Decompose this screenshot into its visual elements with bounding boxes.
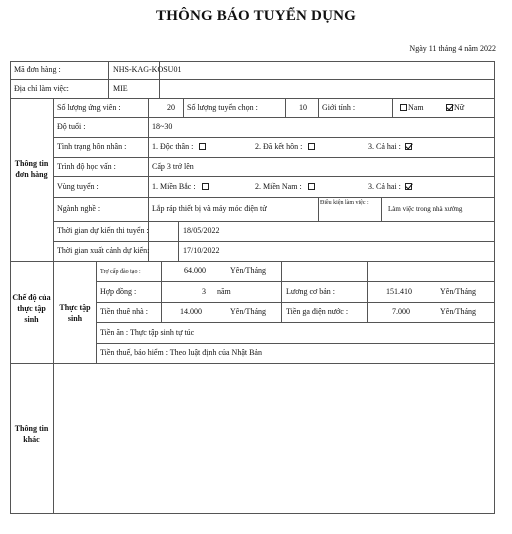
section-trainee-benefits: Chế độ của thực tập sinh	[12, 293, 51, 324]
gender-label: Giới tính :	[322, 103, 356, 112]
section-other-info: Thông tin khác	[14, 424, 49, 444]
age-value: 18~30	[152, 122, 173, 131]
utilities-unit: Yên/Tháng	[440, 307, 476, 316]
section-order-info: Thông tin đơn hàng	[14, 159, 49, 179]
job-value: Lắp ráp thiết bị và máy móc điện tử	[152, 204, 267, 213]
south-checkbox[interactable]	[308, 183, 315, 190]
female-checkbox[interactable]	[446, 104, 453, 111]
marital-both-checkbox[interactable]	[405, 143, 412, 150]
work-condition-value: Làm việc trong nhà xưởng	[388, 205, 463, 213]
rent-unit: Yên/Tháng	[230, 307, 266, 316]
tax-info: Tiền thuế, bảo hiểm : Theo luật định của Nhật Bản	[100, 348, 262, 357]
training-allowance-unit: Yên/Tháng	[230, 266, 266, 275]
region-both-label: 3. Cả hai :	[368, 182, 401, 191]
single-checkbox[interactable]	[199, 143, 206, 150]
marital-both-label: 3. Cả hai :	[368, 142, 401, 151]
basic-salary-unit: Yên/Tháng	[440, 287, 476, 296]
training-allowance-value: 64.000	[184, 266, 206, 275]
selected-count-value: 10	[299, 103, 307, 112]
work-condition-label: Điều kiện làm việc :	[320, 200, 369, 206]
rent-label: Tiền thuê nhà :	[100, 307, 148, 316]
gender-male[interactable]	[400, 103, 424, 113]
region-north-label: 1. Miền Bắc :	[152, 182, 196, 191]
gender-female[interactable]	[446, 103, 464, 113]
recruit-count-value: 20	[167, 103, 175, 112]
married-checkbox[interactable]	[308, 143, 315, 150]
region-both-checkbox[interactable]	[405, 183, 412, 190]
gender-female-label: Nữ	[454, 103, 465, 112]
trainee-label: Thực tập sinh	[59, 303, 91, 323]
depart-date-label: Thời gian xuất cảnh dự kiến:	[57, 246, 150, 255]
other-info-field[interactable]	[54, 364, 494, 513]
region-south-label: 2. Miền Nam :	[255, 182, 302, 191]
selected-count-label: Số lượng tuyển chọn :	[187, 103, 258, 112]
depart-date-value: 17/10/2022	[183, 246, 220, 255]
education-label: Trình độ học vấn :	[57, 162, 116, 171]
male-checkbox[interactable]	[400, 104, 407, 111]
age-label: Độ tuổi :	[57, 122, 86, 131]
exam-date-value: 18/05/2022	[183, 226, 220, 235]
basic-salary-label: Lương cơ bản :	[286, 287, 336, 296]
region-both[interactable]	[368, 182, 412, 192]
contract-unit: năm	[217, 287, 231, 296]
north-checkbox[interactable]	[202, 183, 209, 190]
gender-male-label: Nam	[408, 103, 424, 112]
date-line: Ngày 11 tháng 4 năm 2022	[409, 44, 496, 53]
work-address-value: MIE	[113, 84, 128, 93]
contract-value: 3	[202, 287, 206, 296]
marital-both[interactable]	[368, 142, 412, 152]
job-label: Ngành nghề :	[57, 204, 101, 213]
marital-married[interactable]	[255, 142, 315, 152]
meals-info: Tiền ăn : Thực tập sinh tự túc	[100, 328, 195, 337]
marital-married-label: 2. Đã kết hôn :	[255, 142, 303, 151]
work-address-label: Địa chỉ làm việc:	[14, 84, 69, 93]
contract-label: Hợp đồng :	[100, 287, 137, 296]
recruit-count-label: Số lượng ứng viên :	[57, 103, 121, 112]
region-north[interactable]	[152, 182, 209, 192]
order-code-label: Mã đơn hàng :	[14, 65, 61, 74]
utilities-label: Tiền ga điện nước :	[286, 307, 349, 316]
training-allowance-label: Trợ cấp đào tạo :	[100, 269, 141, 275]
order-code-value: NHS-KAG-KOSU01	[113, 65, 182, 74]
utilities-value: 7.000	[392, 307, 410, 316]
exam-date-label: Thời gian dự kiến thi tuyển :	[57, 226, 149, 235]
basic-salary-value: 151.410	[386, 287, 412, 296]
page-title: THÔNG BÁO TUYỂN DỤNG	[156, 8, 356, 24]
marital-single-label: 1. Độc thân :	[152, 142, 194, 151]
education-value: Cấp 3 trở lên	[152, 162, 194, 171]
region-south[interactable]	[255, 182, 315, 192]
region-label: Vùng tuyển :	[57, 182, 99, 191]
rent-value: 14.000	[180, 307, 202, 316]
marital-single[interactable]	[152, 142, 206, 152]
marital-status-label: Tình trạng hôn nhân :	[57, 142, 127, 151]
